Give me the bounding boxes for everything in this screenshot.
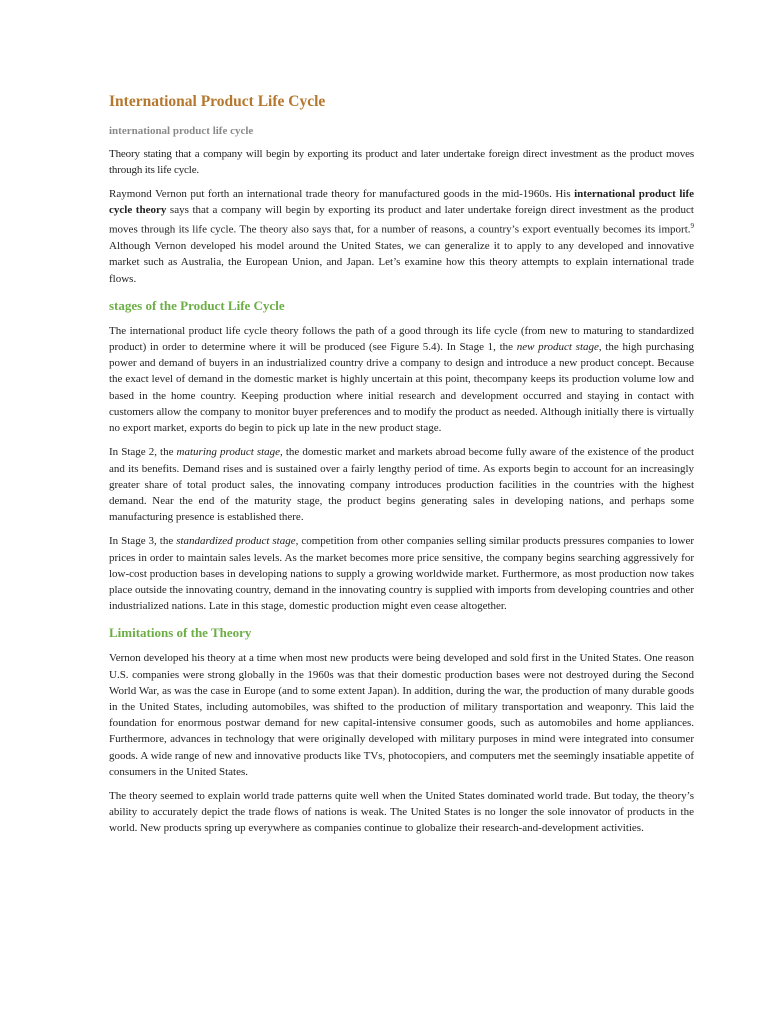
- stage1-paragraph: [109, 323, 694, 436]
- term-definition: Theory stating that a company will begin by exporting its product and later undertake foreign direct investment as the product moves through its life cycle.: [109, 148, 694, 176]
- stage2-italic: maturing product stage,: [176, 446, 283, 459]
- intro-text-b: says that a company will begin by exporting its product and later undertake foreign direct investment as the product moves through its life cycle. The theory also says that, for a number of reasons, a country’s export eventually becomes its import.: [109, 204, 694, 237]
- limitations-paragraph-2: The theory seemed to explain world trade patterns quite well when the United States dominated world trade. But today, the theory’s ability to accurately depict the trade flows of nations is weak. The United States is no longer the sole innovator of products in the world. New products spring up everywhere as companies continue to globalize their research-and-development activities.: [109, 789, 694, 835]
- document-page: [109, 92, 694, 845]
- stage1-text-b: the high purchasing power and demand of buyers in an industrialized country drive a company to design and introduce a new product concept. Because the exact level of demand in the domestic market is highly uncertain at this point, thecompany keeps its production volume low and based in the home country. Keeping production where initial research and development occurred and staying in contact with customers allow the company to monitor buyer preferences and to modify the product as needed. Although initially there is virtually no export market, exports do begin to pick up late in the new product stage.: [109, 341, 694, 435]
- stage2-text-b: the domestic market and markets abroad become fully aware of the existence of the product and its benefits. Demand rises and is sustained over a fairly lengthy period of time. As exports begin to account for an increasingly greater share of total product sales, the innovating company introduces production facilities in the countries with the highest demand. Near the end of the maturity stage, the product begins generating sales in developing nations, and perhaps some manufacturing presence is established there.: [109, 446, 694, 524]
- limitations-paragraph-1: Vernon developed his theory at a time when most new products were being developed and sold first in the United States. One reason U.S. companies were strong globally in the 1960s was that their domestic production bases were not destroyed during the Second World War, as was the case in Europe (and to some extent Japan). In addition, during the war, the production of many durable goods in the United States, including automobiles, was shifted to the production of military transportation and weaponry. This laid the foundation for enormous postwar demand for new capital-intensive consumer goods, such as automobiles and home appliances. Furthermore, advances in technology that were originally developed with military purposes in mind were integrated into consumer goods. A wide range of new and innovative products like TVs, photocopiers, and computers met the seemingly insatiable appetite of consumers in the United States.: [109, 652, 694, 778]
- stages-heading: stages of the Product Life Cycle: [109, 297, 285, 313]
- stage3-text-a: In Stage 3, the: [109, 535, 177, 548]
- intro-text-a: Raymond Vernon put forth an international trade theory for manufactured goods in the mid-1960s. His: [109, 188, 575, 200]
- stage2-paragraph: [109, 444, 694, 525]
- stage1-text-a: The international product life cycle theory follows the path of a good through its life cycle (from new to maturing to standardized product) in order to determine where it will be produced (see Figure 5.4). In Stage 1, the: [109, 324, 694, 354]
- intro-text-c: Although Vernon developed his model around the United States, we can generalize it to apply to any developed and innovative market such as Australia, the European Union, and Japan. Let’s examine how this theory attempts to explain international trade flows.: [109, 240, 694, 285]
- page-title: International Product Life Cycle: [109, 93, 326, 110]
- stage2-text-a: In Stage 2, the: [109, 446, 177, 459]
- intro-bold-term: international product life cycle theory: [109, 188, 694, 217]
- term-subtitle: international product life cycle: [109, 125, 254, 137]
- stage3-text-b: competition from other companies selling similar products pressures companies to lower prices in order to maintain sales levels. As the market becomes more price sensitive, the company begins searching aggressively for low-cost production bases in developing nations to supply a growing worldwide market. Furthermore, as most production now takes place outside the innovating country, demand in the innovating country is supplied with imports from developing countries and other industrialized nations. Late in this stage, domestic production might even cease altogether.: [109, 535, 694, 613]
- stage1-italic: new product stage,: [516, 341, 602, 354]
- limitations-heading: Limitations of the Theory: [109, 625, 252, 641]
- footnote-ref: 9: [690, 222, 694, 231]
- intro-paragraph: [109, 186, 694, 287]
- stage3-italic: standardized product stage,: [176, 535, 299, 548]
- stage3-paragraph: [109, 533, 694, 614]
